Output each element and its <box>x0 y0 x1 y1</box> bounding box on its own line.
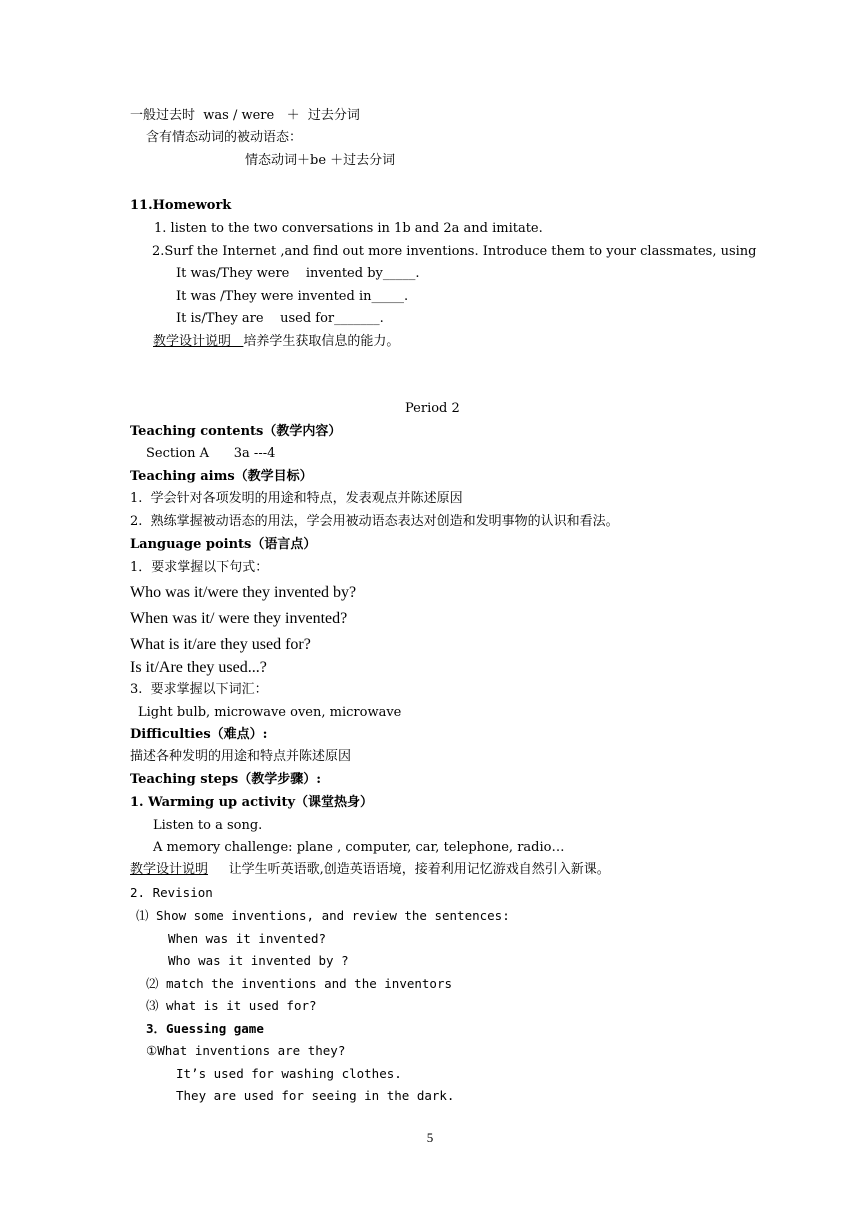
section-heading: Teaching steps（教学步骤）: <box>130 772 322 787</box>
text-line: It was/They were invented by_____. <box>176 266 420 281</box>
sentence-pattern: What is it/are they used for? <box>130 636 311 653</box>
section-heading: Teaching aims（教学目标） <box>130 469 313 484</box>
text-line: A memory challenge: plane , computer, car, telephone, radio… <box>153 840 565 855</box>
period-title: Period 2 <box>405 401 460 416</box>
section-heading: 2. Revision <box>130 885 213 900</box>
section-heading: Language points（语言点） <box>130 537 317 552</box>
text-line: 情态动词＋be ＋过去分词 <box>245 153 396 168</box>
design-note-label: 教学设计说明 <box>153 334 244 349</box>
text-line: 1. listen to the two conversations in 1b and 2a and imitate. <box>154 221 543 236</box>
text-line: 2.Surf the Internet ,and find out more inventions. Introduce them to your classmates, using <box>152 244 757 259</box>
section-heading: 11.Homework <box>130 198 232 213</box>
sentence-pattern: Who was it/were they invented by? <box>130 584 357 601</box>
text-line: Who was it invented by ? <box>168 953 349 968</box>
text-line: It was /They were invented in_____. <box>176 289 409 304</box>
sentence-pattern: Is it/Are they used...? <box>130 659 267 676</box>
text-line: They are used for seeing in the dark. <box>176 1088 455 1103</box>
text-line: ⑴ Show some inventions, and review the sentences: <box>136 908 510 923</box>
text-line: It’s used for washing clothes. <box>176 1066 402 1081</box>
design-note <box>153 334 399 350</box>
section-heading: 3．Guessing game <box>146 1021 264 1036</box>
text-line: Section A 3a ---4 <box>146 446 276 461</box>
section-heading: 1. Warming up activity（课堂热身） <box>130 795 374 810</box>
text-line: 1．要求掌握以下句式： <box>130 560 269 575</box>
text-line: It is/They are used for_______. <box>176 311 384 326</box>
text-line: When was it invented? <box>168 931 327 946</box>
design-note <box>130 862 610 878</box>
design-note-text: 培养学生获取信息的能力。 <box>243 334 400 349</box>
text-line: 2. 熟练掌握被动语态的用法，学会用被动语态表达对创造和发明事物的认识和看法。 <box>130 514 619 529</box>
section-heading: Difficulties（难点）: <box>130 727 268 742</box>
section-heading: Teaching contents（教学内容） <box>130 424 342 439</box>
text-line: 1. 学会针对各项发明的用途和特点，发表观点并陈述原因 <box>130 491 463 506</box>
design-note-label: 教学设计说明 <box>130 862 209 877</box>
text-line: 3. 要求掌握以下词汇： <box>130 682 268 697</box>
text-line: Light bulb, microwave oven, microwave <box>138 705 402 720</box>
text-line: ①What inventions are they? <box>146 1043 346 1058</box>
text-line: 描述各种发明的用途和特点并陈述原因 <box>130 749 352 764</box>
text-line: ⑵ match the inventions and the inventors <box>146 976 452 991</box>
text-line: 一般过去时 was / were ＋ 过去分词 <box>130 108 360 123</box>
text-line: 含有情态动词的被动语态： <box>146 130 303 145</box>
page-number: 5 <box>426 1130 434 1145</box>
sentence-pattern: When was it/ were they invented? <box>130 610 348 627</box>
text-line: Listen to a song. <box>153 818 263 833</box>
design-note-text: 让学生听英语歌,创造英语语境，接着利用记忆游戏自然引入新课。 <box>208 862 610 877</box>
text-line: ⑶ what is it used for? <box>146 998 317 1013</box>
